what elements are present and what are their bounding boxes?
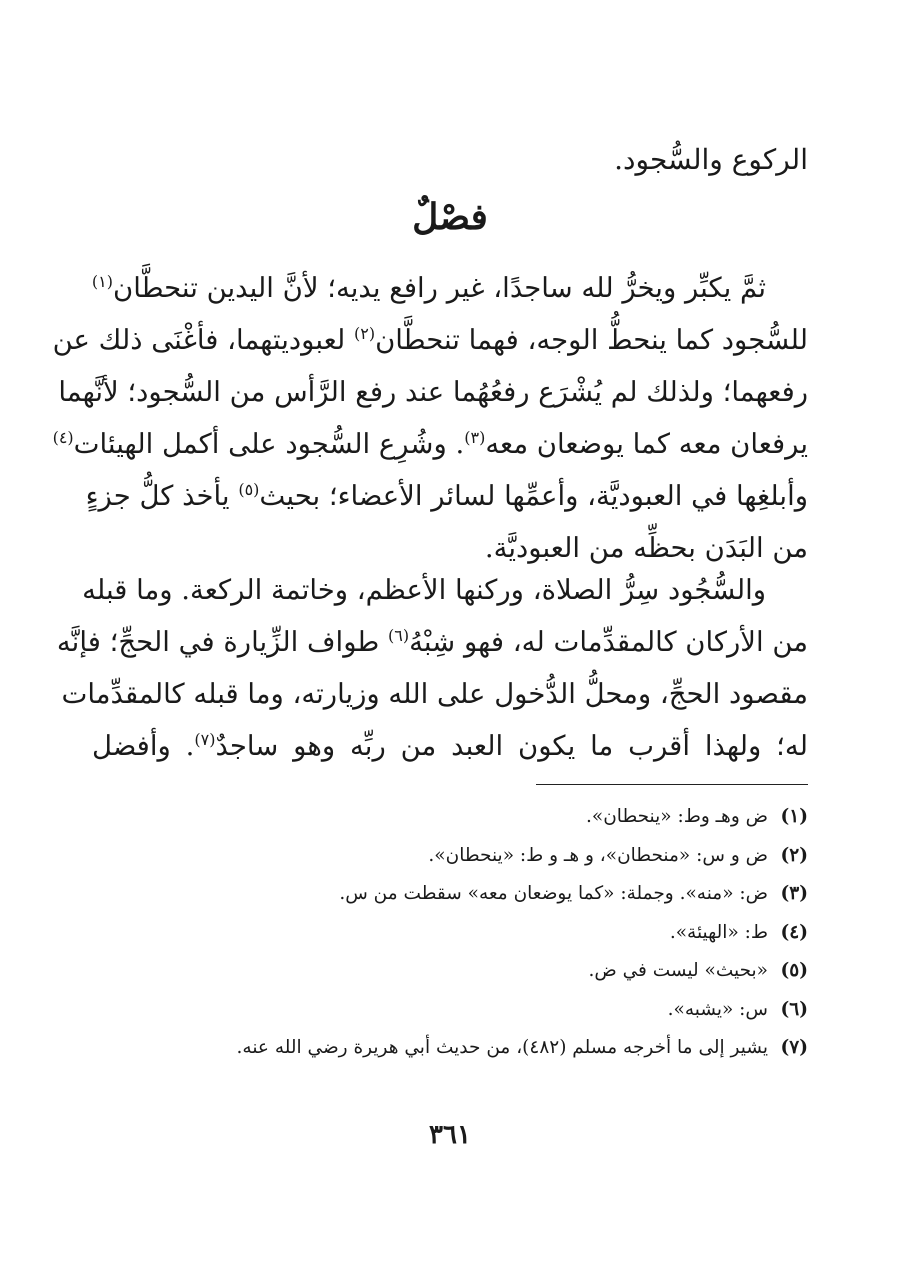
paragraph-1-line-3: رفعهما؛ ولذلك لم يُشْرَع رفعُهُما عند رفع الرَّأس من السُّجود؛ لأنَّهما xyxy=(58,376,808,408)
footnote-ref[interactable]: (٤) xyxy=(52,428,74,447)
paragraph-1-line-6: من البَدَن بحظِّه من العبوديَّة. xyxy=(484,532,808,564)
footnote-5 xyxy=(92,954,808,993)
footnote-3 xyxy=(92,877,808,916)
footnote-number: (٧) xyxy=(780,1037,808,1058)
paragraph-1-line-1: ثمَّ يكبِّر ويخرُّ لله ساجدًا، غير رافع يديه؛ لأنَّ اليدين تنحطَّان$^{(١)}$ xyxy=(91,272,766,304)
footnote-text: ض: «منه». وجملة: «كما يوضعان معه» سقطت من س. xyxy=(339,883,768,904)
footnote-4 xyxy=(92,916,808,955)
paragraph-2-line-2: من الأركان كالمقدِّمات له، فهو شِبْهُ$^{(٦)}$ طواف الزِّيارة في الحجِّ؛ فإنَّه xyxy=(56,626,808,658)
footnote-number: (٥) xyxy=(780,960,808,981)
footnote-text: ض و س: «منحطان»، و هـ و ط: «ينحطان». xyxy=(428,844,768,866)
footnote-text: «بحيث» ليست في ض. xyxy=(588,960,768,981)
footnote-number: (٣) xyxy=(780,883,808,904)
footnote-ref[interactable]: (٢) xyxy=(354,324,376,343)
paragraph-1-line-5: وأبلغِها في العبوديَّة، وأعمِّها لسائر الأعضاء؛ بحيث$^{(٥)}$ يأخذ كلُّ جزءٍ xyxy=(85,480,808,512)
section-heading: فصْلٌ xyxy=(412,196,488,238)
footnote-2 xyxy=(92,839,808,878)
footnote-ref[interactable]: (٦) xyxy=(388,626,410,645)
footnote-6 xyxy=(92,993,808,1032)
paragraph-1 xyxy=(52,262,808,574)
footnote-ref[interactable]: (٧) xyxy=(194,730,216,749)
footnote-text: يشير إلى ما أخرجه مسلم (٤٨٢)، من حديث أبي هريرة رضي الله عنه. xyxy=(236,1037,768,1058)
footnote-ref[interactable]: (٣) xyxy=(464,428,486,447)
footnote-ref[interactable]: (٥) xyxy=(238,480,260,499)
previous-section-ending: الركوع والسُّجود. xyxy=(614,143,808,176)
footnote-text: س: «يشبه». xyxy=(667,998,768,1020)
paragraph-1-line-2: للسُّجود كما ينحطُّ الوجه، فهما تنحطَّان$^{(٢)}$ لعبوديتهما، فأغْنَى ذلك عن xyxy=(52,324,808,356)
footnote-text: ط: «الهيئة». xyxy=(669,921,768,943)
footnote-text: ض وهـ وط: «ينحطان». xyxy=(586,806,768,827)
footnote-number: (٢) xyxy=(780,844,808,866)
footnotes-list xyxy=(92,800,808,1070)
paragraph-2-line-3: مقصود الحجِّ، ومحلُّ الدُّخول على الله وزيارته، وما قبله كالمقدِّمات xyxy=(61,678,808,710)
footnote-7 xyxy=(92,1031,808,1070)
paragraph-2-line-4: له؛ ولهذا أقرب ما يكون العبد من ربِّه وهو ساجدٌ$^{(٧)}$. وأفضل xyxy=(92,730,808,762)
footnote-number: (٤) xyxy=(780,921,808,943)
paragraph-1-line-4: يرفعان معه كما يوضعان معه$^{(٣)}$. وشُرِع السُّجود على أكمل الهيئات$^{(٤)}$ xyxy=(52,428,808,460)
paragraph-2 xyxy=(56,564,808,772)
paragraph-2-line-1: والسُّجُود سِرُّ الصلاة، وركنها الأعظم، وخاتمة الركعة. وما قبله xyxy=(82,574,766,606)
footnote-1 xyxy=(92,800,808,839)
page-number: ٣٦١ xyxy=(429,1120,471,1150)
footnote-ref[interactable]: (١) xyxy=(91,272,114,291)
footnote-number: (١) xyxy=(780,806,808,827)
footnote-number: (٦) xyxy=(780,998,808,1020)
footnote-separator xyxy=(536,784,808,785)
